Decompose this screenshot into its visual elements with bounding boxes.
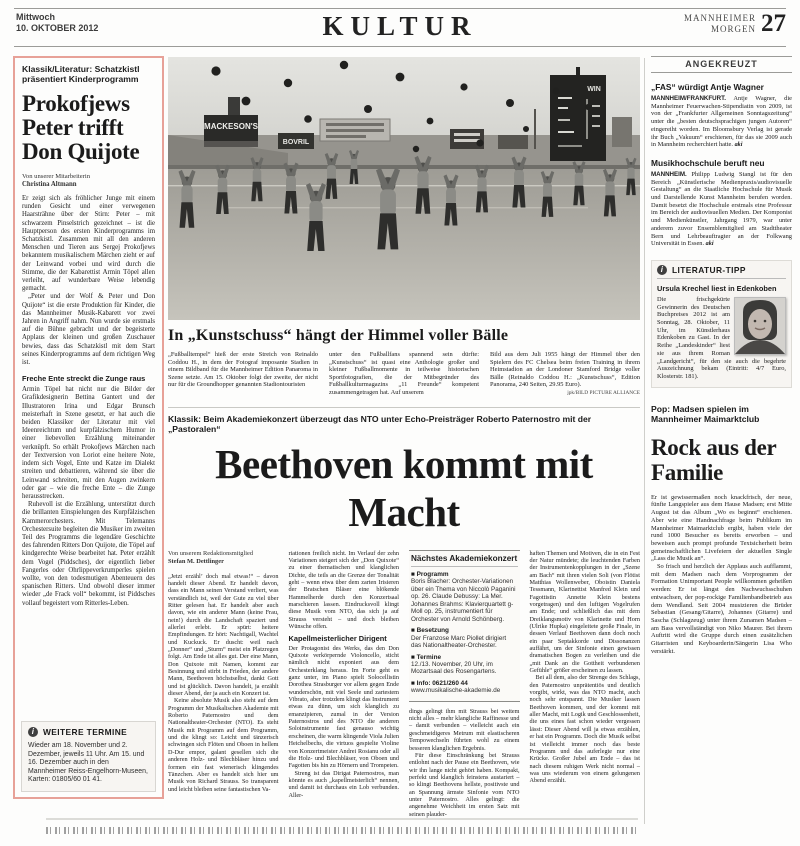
madsen-headline: Rock aus der Familie	[651, 434, 777, 485]
weitere-termine-header	[28, 727, 149, 737]
divider-rule	[168, 407, 640, 408]
left-article-byline: Von unserer Mitarbeiterin Christina Altmann	[22, 173, 90, 188]
weitere-termine-text: Wieder am 18. November und 2. Dezember, jeweils 11 Uhr. Am 15. und 16. Dezember auch in den Mannheimer Reiss-Engelhorn-Museen, Karten: 01805/60 01 41.	[28, 742, 148, 784]
column-separator-rule	[644, 58, 645, 824]
left-article-paragraph: Er zeigt sich als fröhlicher Junge mit einem runden Gesicht und einer verwegenen Haarsträhne über der Stirn: Peter – mit schwarzem Pinselstrich gezeichnet – ist die Hauptperson des ersten Kinderprogramms im Schatzkistl. Zusammen mit all den anderen Menschen und Tieren aus Sergej Prokofjews bekanntem musikalischem Märchen zieht er auf der Leinwand vorbei und wird durch die Stimme, die der Kabarettist Armin Töpel allen verleiht, auf wunderbare Weise lebendig gemacht.	[22, 195, 155, 293]
angekreuzt-header: ANGEKREUZT	[651, 56, 792, 73]
weitere-termine-box	[21, 721, 156, 792]
stadium-photo	[168, 57, 640, 320]
page-number: 27	[761, 10, 786, 37]
dateline: MANNHEIM.	[651, 170, 687, 178]
madsen-paragraph: So frisch und herzlich der Applaus auch aufflammt, mit dem Madsen nach dem Vorprogramm der Formation Unimportant People willkommen geheißen werden: Er ist längst den Nachwuchsschuhen entwachsen, der pop-rockige Familienbandbetrieb aus dem Wendland. Seit 2004 musizieren die Brüder Sebastian (Gesang/Gitarre), Johannes (Gitarre) und Sascha (Schlagzeug) unter ihrem Zunamen Madsen – am Bass vervollständigt von Niko Maurer. Bei ihrem Auftritt wird die Gruppe durch einen zusätzlichen Gitarristen und Keyboarderin/Sängerin Lisa Who verstärkt.	[651, 563, 792, 655]
author-name: Christina Altmann	[22, 181, 77, 188]
section-title: KULTUR	[322, 11, 478, 41]
news-item-body: MANNHEIM. Philipp Ludwig Stangl ist für den Bereich „Künstlerische Medienpraxis/audiovisuelle Gestaltung“ an die Staatliche Hochschule für Musik und Darstellende Kunst Mannheim berufen worden. Damit besetzt die Hochschule erstmals eine Professur im Bereich der audiovisuellen Medien. Der Komponist und Medienkünstler, Jahrgang 1979, war unter anderem zuvor Ensemblemitglied am Stadttheater Bern und Lehrbeauftragter an der Folkwang Universität in Essen. aki	[651, 170, 792, 248]
author-sig: aki	[734, 141, 743, 149]
article-column-2	[289, 550, 400, 846]
paragraph: dings gelingt ihm mit Strauss bei weitem nicht alles – mehr klangliche Raffinesse und – damit verbunden – vielleicht auch ein geschmeidigeres Metrum mit elastischeren Tempowechseln führten wohl zu einem besseren klanglichen Ergebnis.	[409, 707, 520, 752]
weitere-termine-title: WEITERE TERMINE	[43, 727, 128, 738]
paragraph: Keine absolute Musik also steht auf dem Programm der Musikalischen Akademie mit Roberto Paternostro und dem Nationaltheater-Orchester (NTO). Es steht Musik mit Programm auf dem Programm, und die klingt so: Leicht und tänzerisch schwingen sich Flöten und Oboen in hellem D-Dur empor, galant gesellen sich die anderen Holz- und Blechbläser hinzu und formen ein fast wienerisch klingendes Tänzchen. Aber es handelt sich hier um Musik von Richard Strauss. So transparent und leicht bleiben seine fantastischen Va-	[168, 697, 279, 793]
paragraph: Der Protagonist des Werks, das den Don Quixote verkörpernde Violoncello, sticht nämlich nicht exponiert aus dem Orchesterklang heraus. Im Forte geht es ganz unter, im Piano spielt Solocellistin Dorothea Strasburger vor allem gegen Ende wunderschön, mit viel Seele und zartestem Vibrato, aber trotzdem klingt das Instrument etwas zu dünn, um sich klanglich zu emanzipieren, zumal in der Version Paternostros und des NTO die anderen Soloinstrumente fast genauso wichtig erscheinen, die warm klingende Viola Julien Heichelbechs, die virtuos gespielte Violine von Konzertmeister Andrei Rosianu oder all die Holz- und Blechbläser, von Oboen und Fagotten bis hin zu Hörnern und Trompeten.	[288, 644, 399, 770]
beethoven-subhead: Kapellmeisterlicher Dirigent	[288, 634, 387, 644]
left-article-subhead: Freche Ente streckt die Zunge raus	[22, 374, 146, 384]
paragraph: Für diese Einschränkung bei Strauss entlohnt nach der Pause ein Beethoven, wie wir ihn lange nicht gehört haben. Kompakt, perfekt und klanglich feinstens austariert – so klingt Beethovens hellste, positivste und an Spannung ärmste Sinfonie vom NTO unter Paternostro. Alles gelingt: die angenehme Weichheit im ersten Satz mit seinen plauder-	[409, 751, 520, 818]
right-column	[651, 56, 792, 655]
photo-caption	[168, 351, 640, 398]
box-item-label: ■ Besetzung	[411, 627, 449, 635]
bottom-section-rule	[46, 818, 638, 820]
cut-off-next-article-kicker	[46, 827, 638, 834]
svg-text:BOVRIL: BOVRIL	[282, 139, 310, 146]
beethoven-headline: Beethoven kommt mit Macht	[215, 440, 593, 535]
ursula-krechel-portrait	[734, 297, 786, 355]
akademiekonzert-box	[409, 550, 520, 702]
info-icon: i	[28, 727, 38, 737]
caption-column: „Fußballtempel“ hieß der erste Streich von Reinaldo Coddou H., in dem der Fotograf imposante Stadien in einem Bildband für die Mannheimer Edition Panaroma in Szene setzte. Am 15. Oktober folgt der zweite, der nicht nur für die Groundhopper genannten Stadiontouristen	[168, 351, 318, 389]
page-header	[14, 10, 786, 44]
article-column-3	[409, 550, 520, 846]
news-item-body: MANNHEIM/FRANKFURT. Antje Wagner, die Mannheimer Feuerwachen-Stipendiatin von 2009, ist von der „Frankfurter Allgemeinen Sonntagszeitung“ unter die „besten deutschsprachigen jungen Autoren“ eingereiht worden. Im Bloomsbury Verlag ist gerade ihr Buch „Vakuum“ erschienen, für das sie 2009 auch in Mannheim recherchiert hatte. aki	[651, 95, 792, 149]
box-item-link: www.musikalische-akademie.de	[411, 687, 501, 695]
news-item-headline: Musikhochschule beruft neu	[651, 157, 765, 168]
box-item-text: Der Franzose Marc Piollet dirigiert das Nationaltheater-Orchester.	[411, 634, 507, 650]
paper-name: MANNHEIMER MORGEN	[684, 13, 756, 34]
madsen-paragraph: Er ist gewissermaßen noch knackfrisch, der neue, fünfte Langspieler aus dem Hause Madsen; erst Mitte August ist das Album „Wo es beginnt“ erschienen. Aber wie eine Handnachfrage beim Publikum im Mannheimer Maimarktclub ergibt, haben viele der rund 1000 Besucher es bereits erworben – und beweisen auch prompt profunde Textsicherheit beim gemeinschaftlichen Livefeiern der aktuellen Single „Lass die Musik an“.	[651, 493, 792, 563]
box-item-label: ■ Termine	[411, 653, 442, 661]
beethoven-byline: Von unserem Redaktionsmitglied Stefan M. Dettlinger	[168, 549, 254, 565]
photo-credit: jpk/BILD PICTURE ALLIANCE	[567, 389, 640, 396]
left-article-headline: Prokofjews Peter trifft Don Quijote	[22, 91, 140, 164]
news-item-headline: „FAS“ würdigt Antje Wagner	[651, 82, 764, 92]
paragraph: Bei all dem, also der Strenge des Schlags, den Paternostro unprätentiös und deutlich vorgibt, wirkt, was das NTO macht, auch noch sehr entspannt. Die Musiker lassen Beethoven kommen, und der kommt mit aller Macht, mit Logik und Geschlossenheit, die uns eines fast schon wieder vergessen lässt: Dieser Abend will ja etwas erzählen, er hat ein Programm. Doch die Musik selbst ist vielleicht immer noch das beste Programm und das auferlegte nur eine Krücke. Großer Jubel am Ende – das ist nach diesem ruhigen Werk nicht normal – was uns wiederum von einem gelungenen Abend erzählt.	[529, 674, 640, 785]
info-icon: i	[657, 265, 667, 275]
paragraph: haften Themen und Motiven, die in ein Fest der Natur mündete; die leuchtenden Farben der Instrumentenkopplungen in der „Szene am Bach“ mit ihren vielen Soli (von Flötist Matthias Wollenweber, Oboistin Daniela Tessmann, Klarinettist Manfred Klein und Fagottistin Annette Klein bestens vorgetragen) und den luftigen Vogelrufen am Ende; und schließlich das mit dem Dreiklangsmotiv von Klarinette und Horn (Ulrike Hupka) eingeleitete große Finale, in dessen Verlauf Beethoven dann doch noch ein paar Septakkorde und Dissonanzen auffährt, um der Sinfonie einen gewissen dramatischen Bogen zu verleihen und die „mit Dank an die Gottheit verbundenen Gefühle“ größer erscheinen zu lassen.	[529, 549, 640, 675]
left-article-kicker: Klassik/Literatur: Schatzkistl präsentiert Kinderprogramm	[22, 64, 140, 84]
weekday-label: Mittwoch	[16, 12, 55, 22]
beethoven-article-columns	[168, 550, 640, 846]
date-label: 10. OKTOBER 2012	[16, 23, 99, 33]
akademiekonzert-box-title: Nächstes Akademiekonzert	[411, 555, 518, 567]
author-sig: aki	[705, 240, 714, 248]
box-item-label: ■ Info: 0621/260 44	[411, 679, 468, 687]
photo-caption-headline: In „Kunstschuss“ hängt der Himmel voller Bälle	[168, 327, 509, 344]
stadium-photo-illustration	[168, 57, 640, 320]
left-article-marked-red	[13, 56, 164, 799]
literatur-tipp-title: LITERATUR-TIPP	[672, 264, 746, 275]
literatur-tipp-header	[657, 265, 786, 279]
paragraph: Streng ist das Dirigat Paternostros, man könnte es auch „kapellmeisterlich“ nennen, und damit ist durchaus ein Lob verbunden. Aller-	[288, 769, 399, 799]
box-item-text: Boris Blacher: Orchester-Variationen über ein Thema von Niccolò Paganini op. 26. Claude Debussy: La Mer. Johannes Brahms: Klavierquartett g-Moll op. 25, instrumentiert für Orchester von Arnold Schönberg.	[411, 578, 516, 623]
article-column-1	[168, 550, 279, 846]
box-item-label: ■ Programm	[411, 570, 449, 578]
left-article-paragraph: Armin Töpel hat nicht nur die Bilder der Grafikdesignerin Bettina Gantert und der Illustratoren Irina und Edgar Brunsch meisterhaft in Szene gesetzt, er hat auch die beiden Klassiker der Literatur mit viel Ideenreichtum und kurpfälzischem Humor in einer liebevollen Erzählung miteinander verknüpft. So erhält Prokofjews Märchen nach der Textversion von Loriot eine heitere Note, indem sich Vogel, Ente und Katze im Dialekt streiten und debattieren, während sie über die Leinwand schreiten, mit den Augen zwinkern oder gar – wie die freche Ente – die Zunge herausstrecken.	[22, 386, 155, 500]
photo-pitch	[168, 169, 640, 320]
paragraph: riationen freilich nicht. Im Verlauf der zehn Variationen steigert sich der „Don Quixote“ zu einer thematischen und klanglichen Dichte, die teils an die Grenze der Tonalität geht – wenn etwa über dem zarten Irisieren der Bratschen Bläser eine blökende Hammelherde durch den Konzertsaal marschieren lassen. Eindrucksvoll klingt diese Musik vom NTO, das sich ja auf Strauss versteht – und doch bleiben Wünsche offen.	[288, 549, 399, 630]
dateline: MANNHEIM/FRANKFURT.	[651, 95, 726, 102]
svg-text:MACKESON'S: MACKESON'S	[204, 122, 258, 131]
svg-text:WIN: WIN	[587, 86, 601, 93]
literatur-tipp-body: Die frischgekürte Gewinnerin des Deutschen Buchpreises 2012 ist am Sonntag, 28. Oktober, 11 Uhr, im Künstlerhaus Edenkoben zu Gast. In der Reihe „Landeskinder“ liest sie aus ihrem Roman „Landgericht“, für den sie auch die begehrte Auszeichnung bekam (Eintritt: 4/7 Euro, Klosterstr. 181).	[657, 295, 786, 380]
header-rule	[14, 46, 786, 47]
top-rule	[14, 8, 786, 9]
article-column-4	[530, 550, 641, 846]
box-item-text: 12./13. November, 20 Uhr, im Mozartsaal des Rosengartens.	[411, 660, 497, 676]
paragraph: „Jetzt erzähl’ doch mal etwas!“ – davon handelt dieser Abend. Er handelt davon, dass ein Mann seinen Verstand verliert, was verständlich ist, weil der Gute zu viel über Ritter gelesen hat. Er handelt aber auch davon, wie ein anderer Mann (keine Frau, nein!) durch die Landschaft spaziert und allerlei erlebt. Er spürt: heitere Empfindungen. Er hört: Nachtigall, Wachtel und Kuckuck. Er duscht: weil nach „Donner“ und „Sturm“ meist ein Platzregen folgt. Am Ende ist alles gut. Der eine Mann, Don Quixote mit Namen, kommt zur Besinnung und stirbt in Frieden, der andere Mann, Beethoven höchstselbst, dankt Gott und ist glücklich. Davon handelt, ja erzählt dieser Abend, der ja auch ein Konzert ist.	[168, 572, 279, 698]
left-article-paragraph: Ruhevoll ist die Erzählung, unterstützt durch die brillanten Einspielungen des Kurpfälzischen Kammerorchesters. Mit Telemanns Orchestersuite begleiten die Musiker im zweiten Teil des Programms die legendäre Geschichte des fahrenden Ritters Don Quijote, die Töpel auf kindgerechte Weise bearbeitet hat. Peter erzählt dem Vogel (Piddsches), der eigentlich lieber Fangerles oder Ohrlippeverkrumperles spielen wollte, von den todesmutigen Abenteuern des spanischen Ritters. Und obwohl dieser immer wieder „de Frack voll“ bekommt, ist Piddsches vollauf begeistert vom Ritterles-Leben.	[22, 501, 155, 607]
center-region	[168, 57, 640, 846]
left-article-paragraph: „Peter und der Wolf & Peter und Don Quijote“ ist die erste Produktion für Kinder, die das Mannheimer Musik-Kabarett vor zwei Jahren in Angriff nahm. Nun wurde sie erstmals auf die Bühne gebracht und der begeisterte Applaus der kleinen und großen Zuschauer bewies, dass das Schatzkistl mit dem Start seines Kinderprogramms auf dem richtigen Weg ist.	[22, 293, 155, 367]
beethoven-kicker: Klassik: Beim Akademiekonzert überzeugt das NTO unter Echo-Preisträger Roberto Paternostro mit der „Pastoralen“	[168, 413, 592, 434]
author-name: Stefan M. Dettlinger	[168, 557, 224, 565]
madsen-kicker: Pop: Madsen spielen im Mannheimer Maimarktclub	[651, 403, 760, 425]
literatur-tipp-headline: Ursula Krechel liest in Edenkoben	[657, 283, 777, 293]
literatur-tipp-box	[651, 260, 792, 388]
caption-column: unter den Fußballfans spannend sein dürfte: „Kunstschuss“ ist quasi eine Anthologie großer und kleiner Fußballmomente in teilweise historischen Sportfotografien, die der Mitbegründer des Fußballkulturmagazins „11 Freunde“ kompetent zusammengetragen hat. Auf unserem	[329, 351, 479, 396]
scoreboard	[550, 67, 606, 161]
caption-column: Bild aus dem Juli 1955 hängt der Himmel über den Spielern des FC Chelsea beim freien Training in ihrem Heimstadion an der Londoner Stamford Bridge voller Bälle (Reinaldo Coddou H.: „Kunstschuss“, Edition Panorama, 240 Seiten, 29.95 Euro). jpk/BILD PICTURE ALLIANCE	[490, 351, 640, 396]
